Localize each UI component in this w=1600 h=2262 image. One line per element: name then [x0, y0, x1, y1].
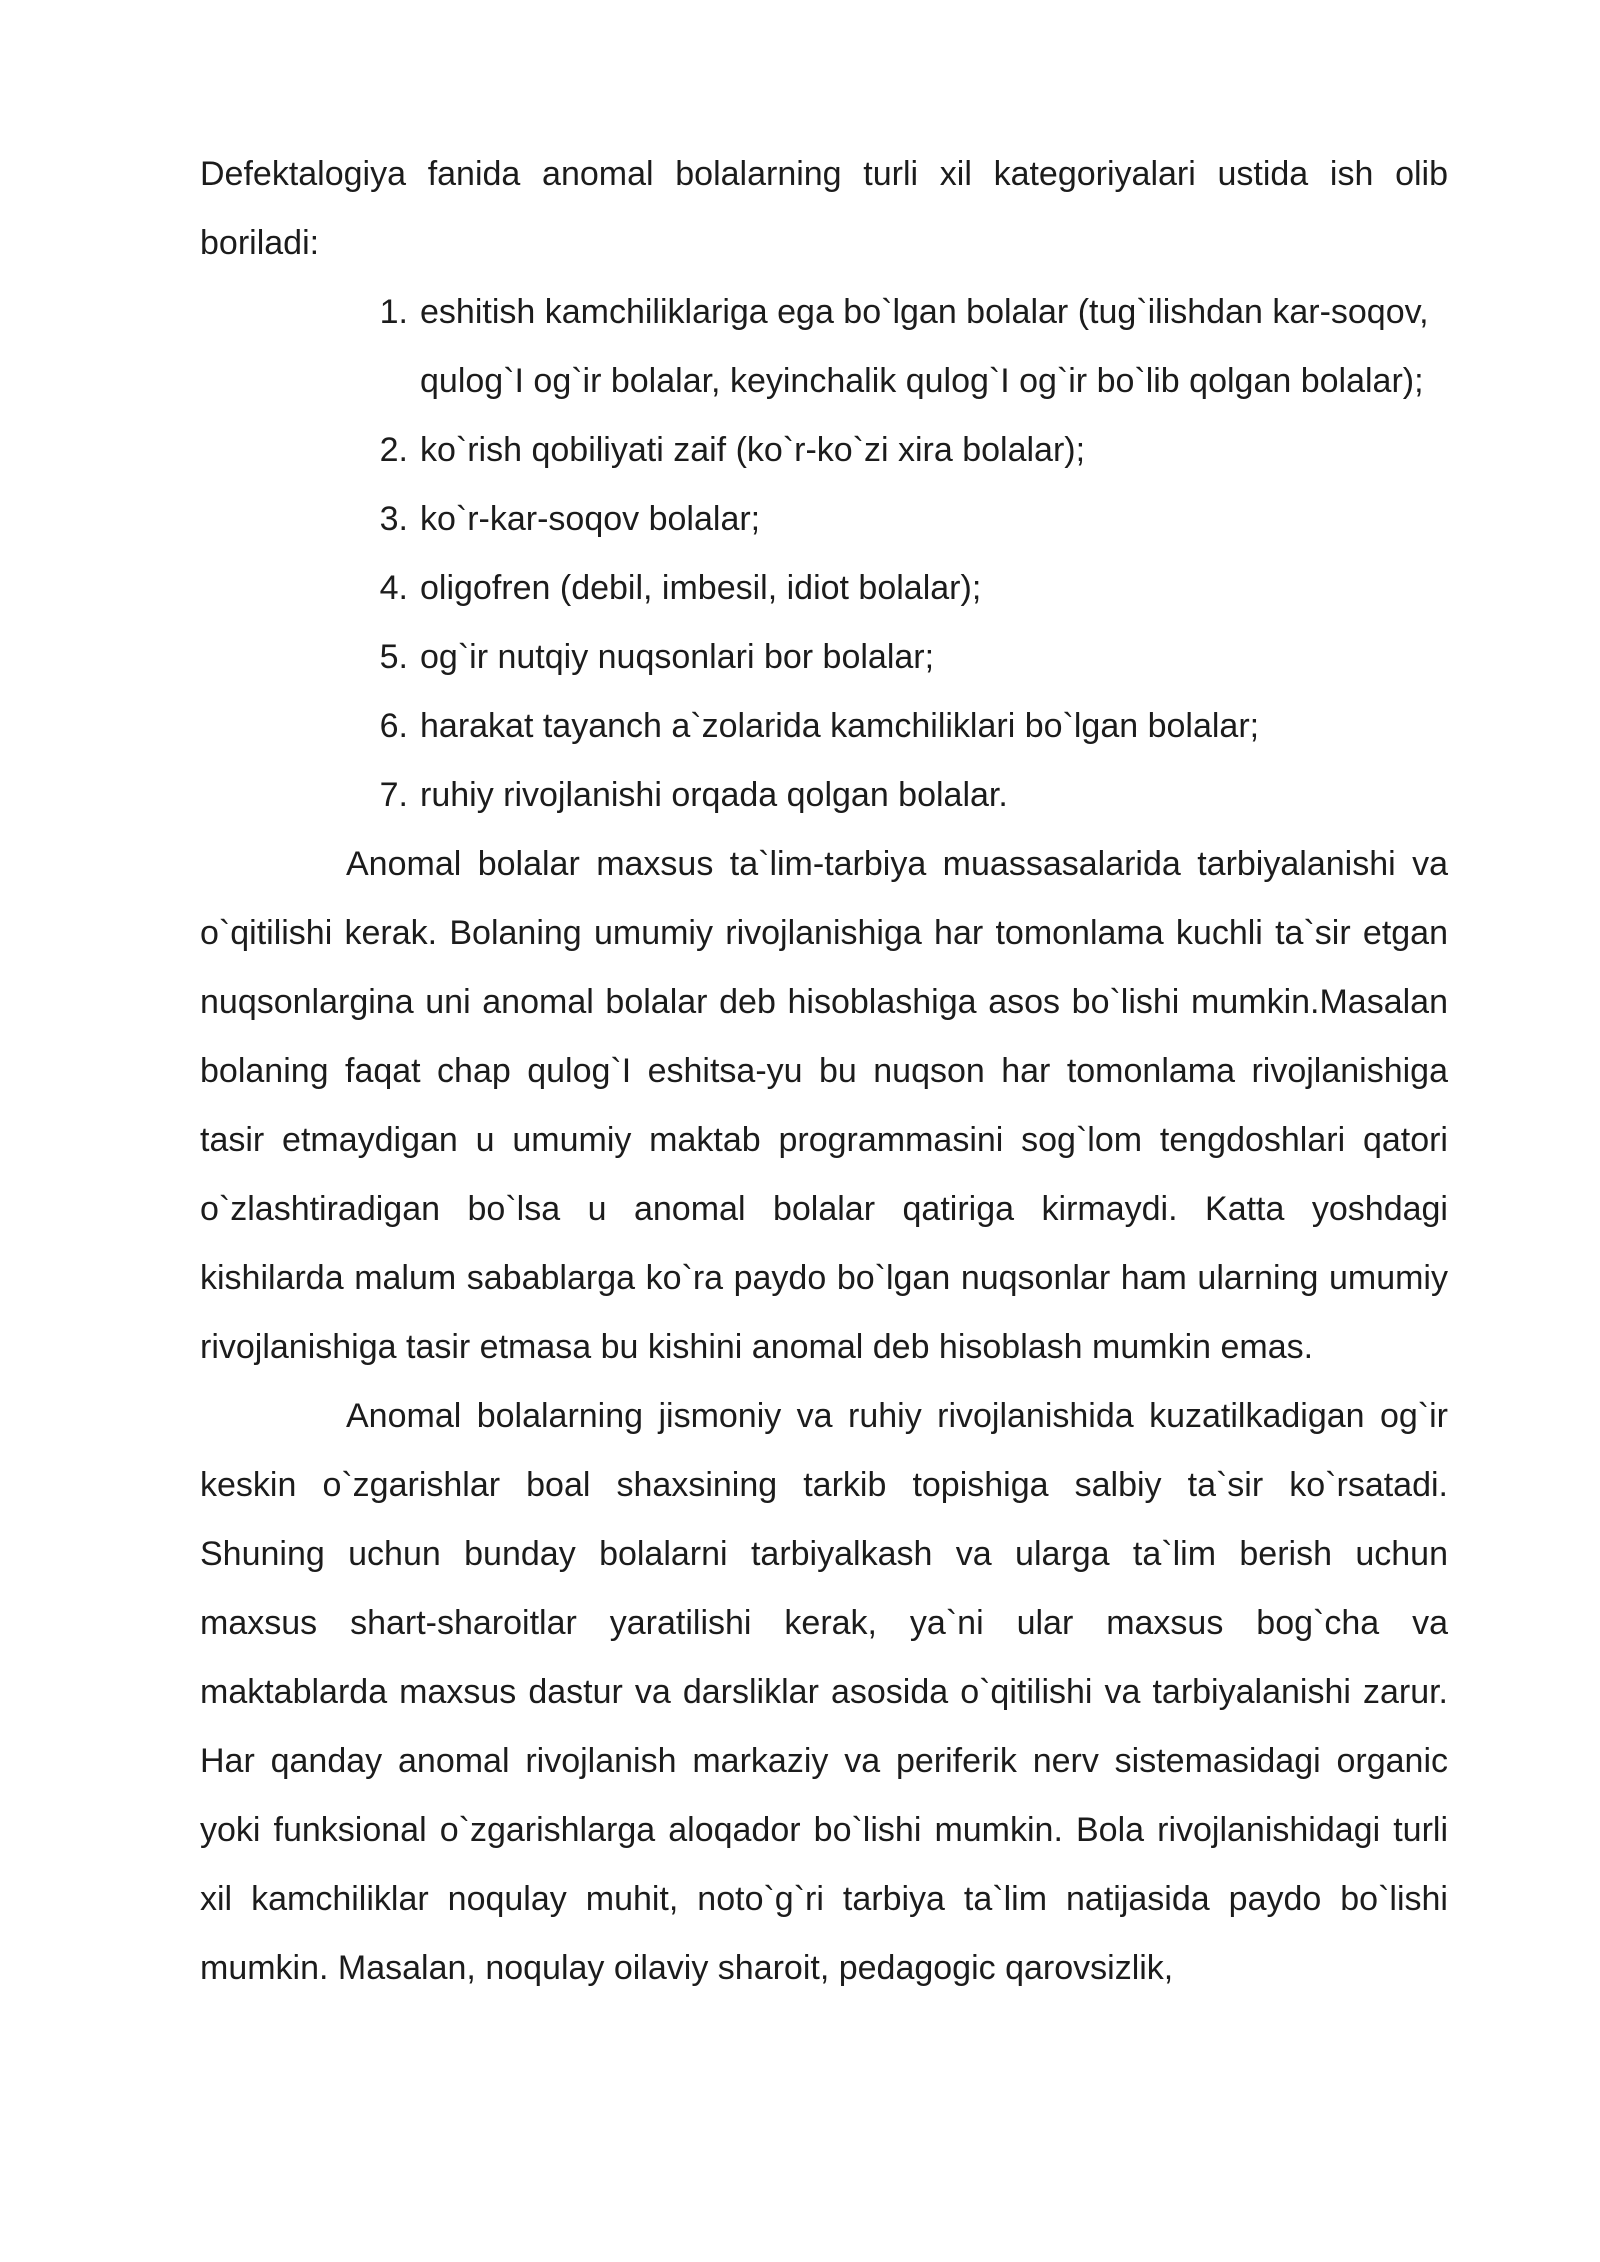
list-item-text: og`ir nutqiy nuqsonlari bor bolalar; — [420, 638, 935, 676]
list-item-number: 1. — [379, 293, 408, 331]
list-item-number: 3. — [379, 500, 408, 538]
list-item-text: eshitish kamchiliklariga ega bo`lgan bolalar (tug`ilishdan kar-soqov, qulog`I og`ir bolalar, keyinchalik qulog`I og`ir bo`lib qolgan bolalar); — [420, 293, 1429, 400]
body-paragraph-development: Anomal bolalarning jismoniy va ruhiy rivojlanishida kuzatilkadigan og`ir keskin o`zgarishlar boal shaxsining tarkib topishiga salbiy ta`sir ko`rsatadi. Shuning uchun bunday bolalarni tarbiyalkash va ularga ta`lim berish uchun maxsus shart-sharoitlar yaratilishi kerak, ya`ni ular maxsus bog`cha va maktablarda maxsus dastur va darsliklar asosida o`qitilishi va tarbiyalanishi zarur. Har qanday anomal rivojlanish markaziy va periferik nerv sistemasidagi organic yoki funksional o`zgarishlarga aloqador bo`lishi mumkin. Bola rivojlanishidagi turli xil kamchiliklar noqulay muhit, noto`g`ri tarbiya ta`lim natijasida paydo bo`lishi mumkin. Masalan, noqulay oilaviy sharoit, pedagogic qarovsizlik, — [200, 1397, 1448, 1987]
list-item — [379, 761, 1448, 830]
document-page — [200, 140, 1448, 2003]
list-item — [379, 485, 1448, 554]
list-item-text: harakat tayanch a`zolarida kamchiliklari bo`lgan bolalar; — [420, 707, 1260, 745]
list-item-number: 7. — [379, 776, 408, 814]
list-item-number: 6. — [379, 707, 408, 745]
list-item — [379, 416, 1448, 485]
list-item-number: 5. — [379, 638, 408, 676]
category-list — [200, 278, 1448, 830]
list-item-number: 4. — [379, 569, 408, 607]
list-item-text: ruhiy rivojlanishi orqada qolgan bolalar. — [420, 776, 1008, 814]
list-item-text: oligofren (debil, imbesil, idiot bolalar); — [420, 569, 982, 607]
list-item — [379, 692, 1448, 761]
list-item — [379, 623, 1448, 692]
list-item-number: 2. — [379, 431, 408, 469]
list-item-text: ko`rish qobiliyati zaif (ko`r-ko`zi xira bolalar); — [420, 431, 1086, 469]
list-item-text: ko`r-kar-soqov bolalar; — [420, 500, 761, 538]
list-item — [379, 278, 1448, 416]
list-item — [379, 554, 1448, 623]
intro-paragraph: Defektalogiya fanida anomal bolalarning turli xil kategoriyalari ustida ish olib boriladi: — [200, 155, 1448, 262]
body-paragraph-anomal-children: Anomal bolalar maxsus ta`lim-tarbiya muassasalarida tarbiyalanishi va o`qitilishi kerak. Bolaning umumiy rivojlanishiga har tomonlama kuchli ta`sir etgan nuqsonlargina uni anomal bolalar deb hisoblashiga asos bo`lishi mumkin.Masalan bolaning faqat chap qulog`I eshitsa-yu bu nuqson har tomonlama rivojlanishiga tasir etmaydigan u umumiy maktab programmasini sog`lom tengdoshlari qatori o`zlashtiradigan bo`lsa u anomal bolalar qatiriga kirmaydi. Katta yoshdagi kishilarda malum sabablarga ko`ra paydo bo`lgan nuqsonlar ham ularning umumiy rivojlanishiga tasir etmasa bu kishini anomal deb hisoblash mumkin emas. — [200, 845, 1448, 1366]
